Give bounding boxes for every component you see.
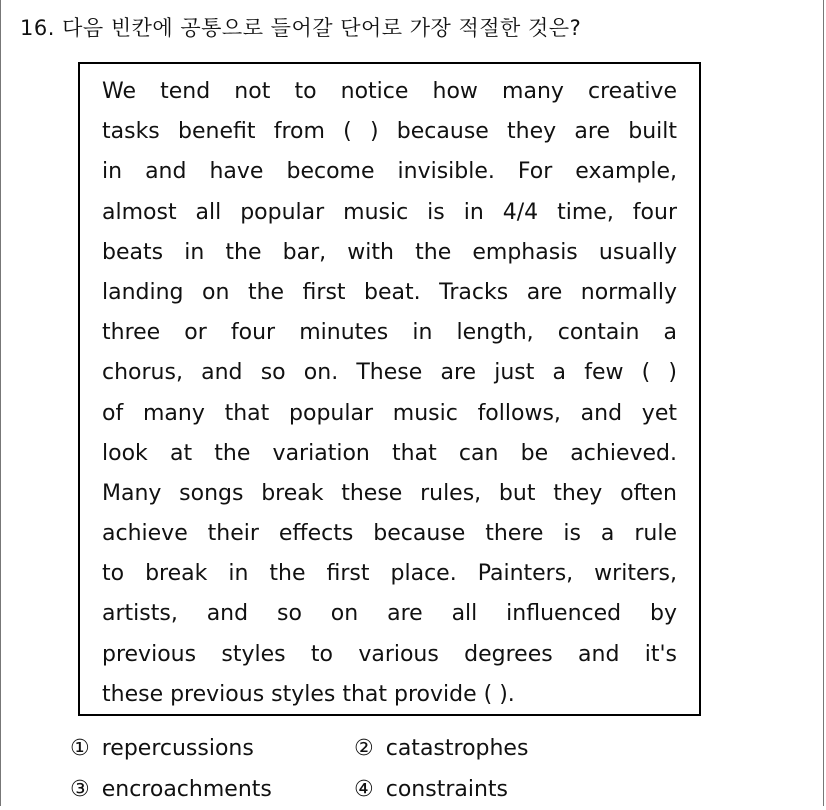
passage-line: chorus, and so on. These are just a few ( ) bbox=[102, 360, 677, 386]
passage-line: previous styles to various degrees and it's bbox=[102, 641, 677, 667]
option-2-number: ② bbox=[354, 736, 374, 761]
passage-line: artists, and so on are all influenced by bbox=[102, 601, 677, 627]
passage-line: these previous styles that provide ( ). bbox=[102, 681, 515, 707]
option-1-text: repercussions bbox=[101, 736, 254, 761]
passage-line: in and have become invisible. For example, bbox=[102, 159, 677, 185]
option-2[interactable] bbox=[354, 729, 528, 769]
option-1[interactable] bbox=[70, 729, 254, 769]
option-2-text: catastrophes bbox=[385, 736, 529, 761]
passage-line: tasks benefit from ( ) because they are built bbox=[102, 119, 677, 145]
option-4-text: constraints bbox=[385, 777, 508, 802]
passage-box bbox=[78, 62, 701, 716]
passage-line: achieve their effects because there is a rule bbox=[102, 521, 677, 547]
passage-line: Many songs break these rules, but they often bbox=[102, 480, 677, 506]
passage-line: look at the variation that can be achieved. bbox=[102, 440, 677, 466]
passage-line: three or four minutes in length, contain a bbox=[102, 320, 677, 346]
passage-line: almost all popular music is in 4/4 time, four bbox=[102, 199, 677, 225]
option-4-number: ④ bbox=[354, 777, 374, 802]
option-4[interactable] bbox=[354, 770, 508, 810]
passage-line: to break in the first place. Painters, writers, bbox=[102, 561, 677, 587]
option-3-text: encroachments bbox=[101, 777, 272, 802]
option-3-number: ③ bbox=[70, 777, 90, 802]
option-1-number: ① bbox=[70, 736, 90, 761]
passage-line: of many that popular music follows, and yet bbox=[102, 400, 677, 426]
question-title: 16. 다음 빈칸에 공통으로 들어갈 단어로 가장 적절한 것은? bbox=[20, 16, 582, 40]
passage-line: We tend not to notice how many creative bbox=[102, 79, 677, 104]
option-3[interactable] bbox=[70, 770, 272, 810]
passage-line: landing on the first beat. Tracks are normally bbox=[102, 279, 677, 305]
passage-line: beats in the bar, with the emphasis usually bbox=[102, 239, 677, 265]
